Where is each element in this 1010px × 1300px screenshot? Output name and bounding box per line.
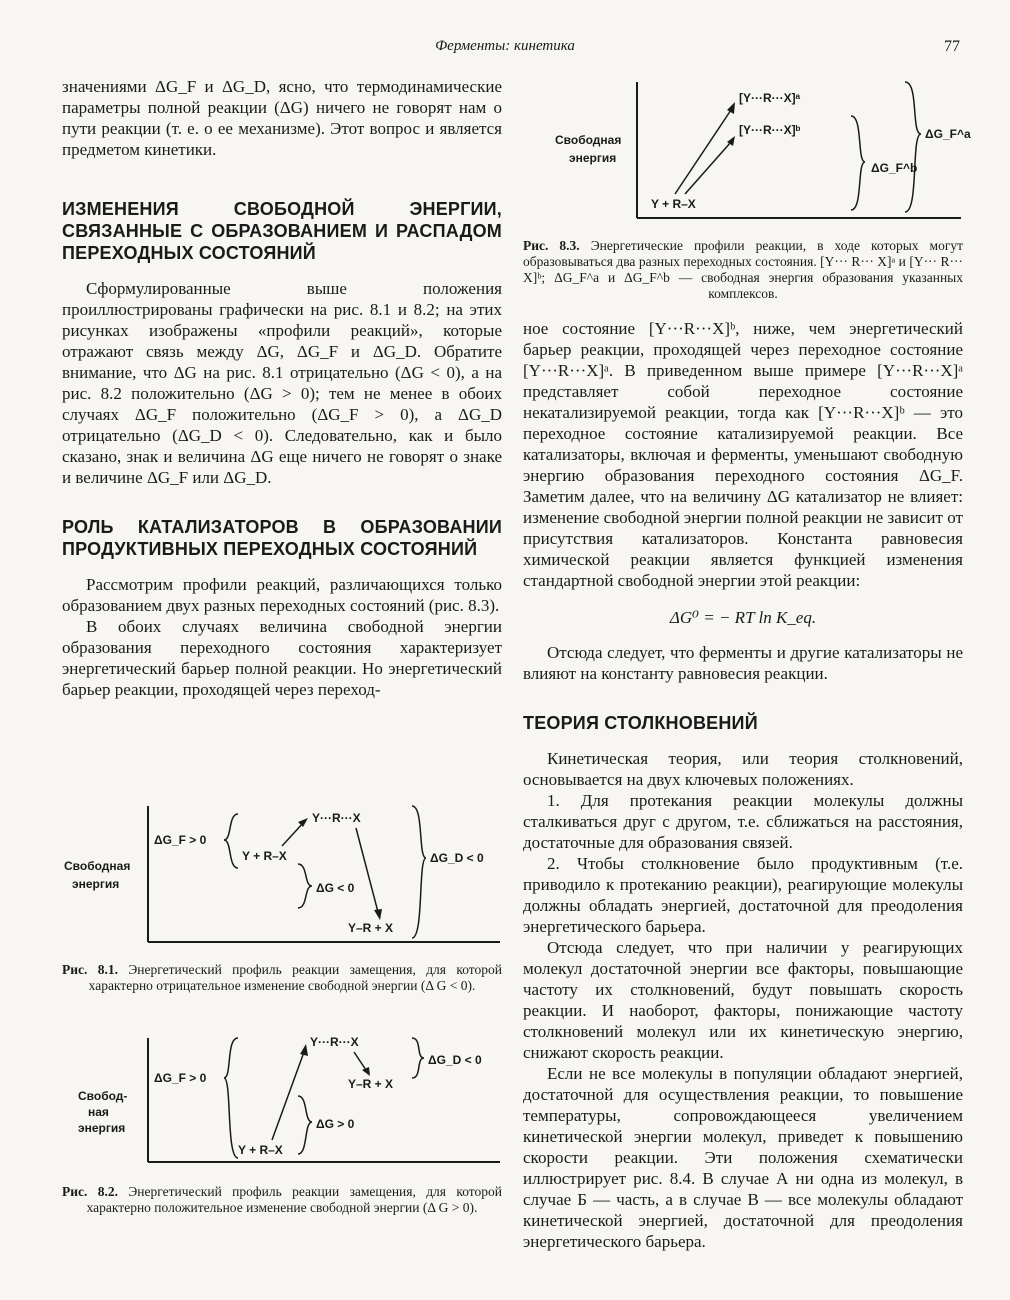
fig82-dgd-label: ΔG_D < 0 — [428, 1053, 482, 1067]
fig81-dgf-label: ΔG_F > 0 — [154, 833, 207, 847]
fig83-caption-number: Рис. 8.3. — [523, 238, 580, 253]
fig82-ylabel-line3: энергия — [78, 1121, 126, 1135]
paragraph-hence: Отсюда следует, что ферменты и другие катализаторы не влияют на константу равновесия реакции. — [523, 643, 963, 683]
fig81-dgd-label: ΔG_D < 0 — [430, 851, 484, 865]
fig82-caption — [62, 1184, 502, 1216]
fig82-reactant: Y + R–X — [238, 1143, 283, 1157]
heading-catalysts: РОЛЬ КАТАЛИЗАТОРОВ В ОБРАЗОВАНИИ ПРОДУКТИВНЫХ ПЕРЕХОДНЫХ СОСТОЯНИЙ — [62, 517, 502, 559]
fig83-reactant: Y + R–X — [651, 197, 696, 211]
paragraph-kinetic-theory: Кинетическая теория, или теория столкновений, основывается на двух ключевых положениях. — [523, 749, 963, 789]
paragraph-both-cases: В обоих случаях величина свободной энергии образования переходного состояния характеризует энергетический барьер полной реакции. Но энергетический барьер реакции, проходящей через переход- — [62, 617, 502, 699]
paragraph-temperature: Если не все молекулы в популяции обладают энергией, достаточной для осуществления реакции, то повышение температуры, сопровождающееся увеличением кинетической энергии молекул, приведет к повышению скорости реакции. Эти положения схематически иллюстрирует рис. 8.4. В случае А ни одна из молекул, в случае Б — часть, а в случае В — все молекулы обладают кинетической энергией, достаточной для преодоления энергетического барьера. — [523, 1064, 963, 1251]
fig83-transition-state-a: [Y···R···X]ᵃ — [739, 91, 801, 105]
right-column — [523, 318, 963, 1252]
list-item-2: 2. Чтобы столкновение было продуктивным (т.е. приводило к протеканию реакции), реагирующие молекулы должны обладать энергией, достаточной для преодоления энергетического барьера. — [523, 854, 963, 936]
fig83-caption — [523, 238, 963, 302]
fig81-caption-number: Рис. 8.1. — [62, 962, 118, 977]
fig81-transition-state: Y···R···X — [312, 811, 361, 825]
fig82-product: Y–R + X — [348, 1077, 394, 1091]
fig82-caption-text: Энергетический профиль реакции замещения, для которой характерно положительное изменение свободной энергии (Δ G > 0). — [86, 1184, 502, 1215]
fig83-dgf-b-label: ΔG_F^b — [871, 161, 918, 175]
fig81-caption-text: Энергетический профиль реакции замещения, для которой характерно отрицательное изменение свободной энергии (Δ G < 0). — [88, 962, 502, 993]
fig82-dgf-label: ΔG_F > 0 — [154, 1071, 207, 1085]
fig81-caption — [62, 962, 502, 994]
fig81-product: Y–R + X — [348, 921, 394, 935]
paragraph-profiles: Сформулированные выше положения проиллюстрированы графически на рис. 8.1 и 8.2; на этих рисунках изображены «профили реакций», которые отражают связь между ΔG, ΔG_F и ΔG_D. Обратите внимание, что ΔG на рис. 8.1 отрицательно (ΔG < 0), а на рис. 8.2 положительно (ΔG > 0); тем не менее в обоих случаях ΔG_F положительно (ΔG_F > 0), а ΔG_D отрицательно (ΔG_D < 0). Следовательно, как и было сказано, знак и величина ΔG еще ничего не говорят о знаке и величине ΔG_F или ΔG_D. — [62, 279, 502, 487]
equilibrium-formula: ΔG⁰ = − RT ln K_eq. — [669, 608, 817, 627]
fig82-ylabel-line2: ная — [88, 1105, 109, 1119]
paragraph-continuation: ное состояние [Y···R···X]ᵇ, ниже, чем энергетический барьер реакции, проходящей через переходное состояние [Y···R···X]ᵃ. В приведенном выше примере [Y···R···X]ᵃ представляет собой переходное состояние некатализируемой реакции, тогда как [Y···R···X]ᵇ — это переходное состояние катализируемой реакции. Все катализаторы, включая и ферменты, уменьшают свободную энергию образования переходного состояния ΔG_F. Заметим далее, что на величину ΔG катализатор не влияет: изменение свободной энергии полной реакции не зависит от присутствия катализаторов. Константа равновесия химической реакции является функцией изменения стандартной свободной энергии этой реакции: — [523, 319, 963, 590]
page-number: 77 — [944, 38, 960, 55]
paragraph-intro: значениями ΔG_F и ΔG_D, ясно, что термодинамические параметры полной реакции (ΔG) ничего не говорят нам о пути реакции (т. е. о ее механизме). Этот вопрос и является предметом кинетики. — [62, 77, 502, 159]
figure-8-2 — [60, 1030, 505, 1180]
fig81-dg-label: ΔG < 0 — [316, 881, 355, 895]
fig83-ylabel-line2: энергия — [569, 151, 617, 165]
fig83-ylabel-line1: Свободная — [555, 133, 622, 147]
running-title: Ферменты: кинетика — [435, 38, 575, 54]
fig83-dgf-a-label: ΔG_F^a — [925, 127, 971, 141]
fig81-ylabel-line2: энергия — [72, 877, 120, 891]
figure-8-3 — [525, 76, 971, 226]
fig82-ylabel-line1: Свобод- — [78, 1089, 128, 1103]
list-item-1: 1. Для протекания реакции молекулы должны сталкиваться друг с другом, т.е. сближаться на расстояния, достаточные для образования связей. — [523, 791, 963, 852]
left-column-top — [62, 76, 502, 700]
fig82-dg-label: ΔG > 0 — [316, 1117, 355, 1131]
heading-free-energy: ИЗМЕНЕНИЯ СВОБОДНОЙ ЭНЕРГИИ, СВЯЗАННЫЕ С ОБРАЗОВАНИЕМ И РАСПАДОМ ПЕРЕХОДНЫХ СОСТОЯНИЙ — [62, 199, 502, 263]
fig83-caption-text: Энергетические профили реакции, в ходе которых могут образовываться два разных переходных состояния. [Y··· R··· X]ᵃ и [Y··· R··· X]ᵇ; ΔG_F^a и ΔG_F^b — свободная энергия образования указанных комплексов. — [523, 238, 964, 301]
fig82-transition-state: Y···R···X — [310, 1035, 359, 1049]
paragraph-consider: Рассмотрим профили реакций, различающихся только образованием двух разных переходных состояний (рис. 8.3). — [62, 575, 502, 615]
page-header — [0, 38, 1010, 60]
fig81-ylabel-line1: Свободная — [64, 859, 131, 873]
figure-8-1 — [60, 800, 505, 960]
fig83-transition-state-b: [Y···R···X]ᵇ — [739, 123, 801, 137]
heading-collision-theory: ТЕОРИЯ СТОЛКНОВЕНИЙ — [523, 713, 758, 733]
paragraph-factors: Отсюда следует, что при наличии у реагирующих молекул достаточной энергии все факторы, повышающие частоту их столкновений, будут повышать скорость реакции. И наоборот, факторы, понижающие частоту столкновений молекул или их кинетическую энергию, снижают скорость реакции. — [523, 938, 963, 1062]
fig81-brace-left — [224, 814, 238, 868]
fig81-reactant: Y + R–X — [242, 849, 287, 863]
fig82-caption-number: Рис. 8.2. — [62, 1184, 118, 1199]
